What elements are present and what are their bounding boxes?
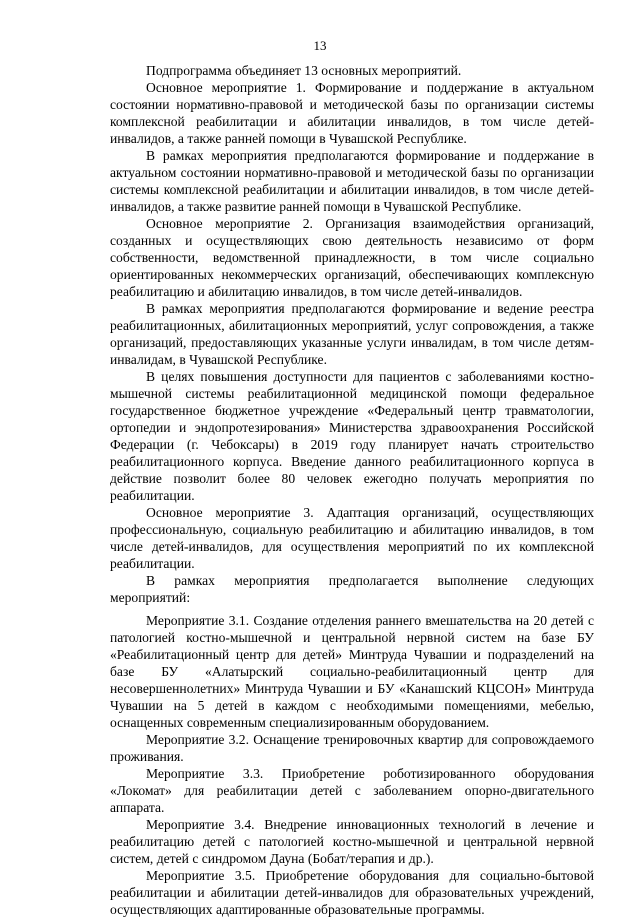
paragraph-subprogram-summary: Подпрограмма объединяет 13 основных мероприятий.	[146, 63, 462, 78]
paragraph-activity-3-4: Мероприятие 3.4. Внедрение инновационных технологий в лечение и реабилитацию детей с патологией костно-мышечной и центральной нервной систем, детей с синдромом Дауна (Бобат/терапия и др.).	[110, 817, 594, 866]
paragraph-activity-3-intro: В рамках мероприятия предполагается выполнение следующих мероприятий:	[110, 573, 594, 605]
paragraph-activity-1-details: В рамках мероприятия предполагаются формирование и поддержание в актуальном состоянии нормативно-правовой и методической базы по организации системы комплексной реабилитации и абилитации инвалидов, в том числе детей-инвалидов, а также развитие ранней помощи в Чувашской Республике.	[110, 148, 594, 214]
body-text	[110, 62, 594, 918]
paragraph-activity-2-details: В рамках мероприятия предполагаются формирование и ведение реестра реабилитационных, абилитационных мероприятий, услуг сопровождения, а также организаций, предоставляющих указанные услуги инвалидам, в том числе детям-инвалидам, в Чувашской Республике.	[110, 301, 594, 367]
paragraph-activity-3-5: Мероприятие 3.5. Приобретение оборудования для социально-бытовой реабилитации и абилитации детей-инвалидов для образовательных учреждений, осуществляющих адаптированные образовательные программы.	[110, 868, 594, 917]
paragraph-main-activity-2: Основное мероприятие 2. Организация взаимодействия организаций, созданных и осуществляющих свою деятельность независимо от форм собственности, ведомственной принадлежности, в том числе социально ориентированных некоммерческих организаций, обеспечивающих комплексную реабилитацию и абилитацию инвалидов, в том числе детей-инвалидов.	[110, 216, 594, 299]
paragraph-main-activity-1: Основное мероприятие 1. Формирование и поддержание в актуальном состоянии нормативно-правовой и методической базы по организации системы комплексной реабилитации и абилитации инвалидов, в том числе детей-инвалидов, а также ранней помощи в Чувашской Республике.	[110, 80, 594, 146]
paragraph-activity-3-2: Мероприятие 3.2. Оснащение тренировочных квартир для сопровождаемого проживания.	[110, 732, 594, 764]
paragraph-rehab-building: В целях повышения доступности для пациентов с заболеваниями костно-мышечной системы реабилитационной медицинской помощи федеральное государственное бюджетное учреждение «Федеральный центр травматологии, ортопедии и эндопротезирования» Министерства здравоохранения Российской Федерации (г. Чебоксары) в 2019 году планирует начать строительство реабилитационного корпуса. Введение данного реабилитационного корпуса в действие позволит более 80 человек ежегодно получать мероприятия по реабилитации.	[110, 369, 594, 503]
page-number: 13	[313, 38, 327, 53]
paragraph-main-activity-3: Основное мероприятие 3. Адаптация организаций, осуществляющих профессиональную, социальную реабилитацию и абилитацию инвалидов, в том числе детей-инвалидов, для осуществления мероприятий по их комплексной реабилитации.	[110, 505, 594, 571]
paragraph-activity-3-1: Мероприятие 3.1. Создание отделения раннего вмешательства на 20 детей с патологией костно-мышечной и центральной нервной систем на базе БУ «Реабилитационный центр для детей» Минтруда Чувашии и подразделений на базе БУ «Алатырский социально-реабилитационный центр для несовершеннолетних» Минтруда Чувашии и БУ «Канашский КЦСОН» Минтруда Чувашии на 5 детей в каждом с необходимыми помещениями, мебелью, оснащенных современным специализированным оборудованием.	[110, 613, 594, 730]
paragraph-activity-3-3: Мероприятие 3.3. Приобретение роботизированного оборудования «Локомат» для реабилитации детей с заболеванием опорно-двигательного аппарата.	[110, 766, 594, 815]
